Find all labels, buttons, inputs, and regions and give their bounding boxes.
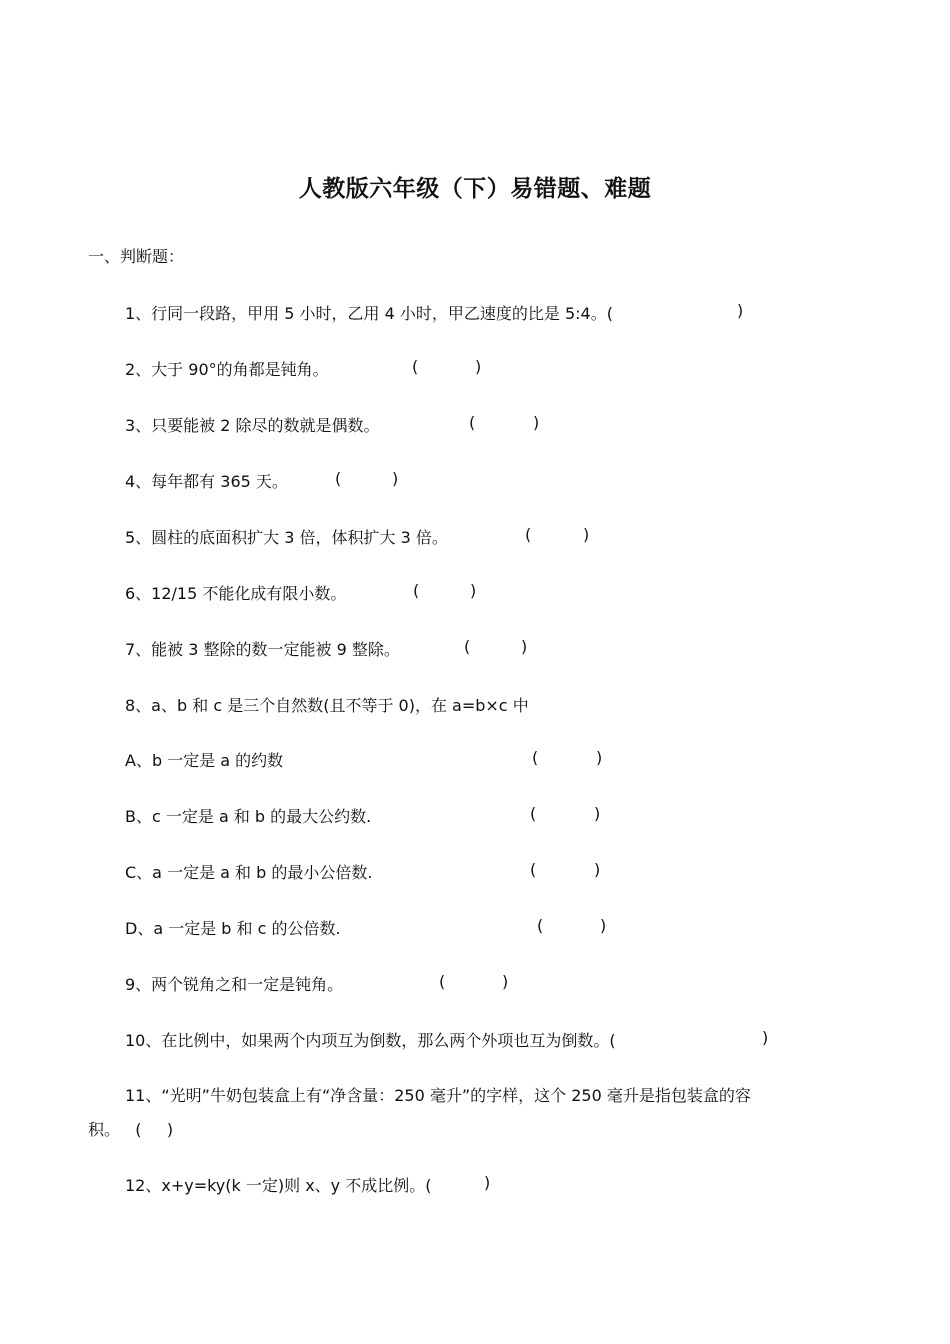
question-3: 3、只要能被 2 除尽的数就是偶数。 (125, 416, 380, 435)
question-8: 8、a、b 和 c 是三个自然数(且不等于 0)，在 a=b×c 中 (125, 696, 529, 715)
question-7: 7、能被 3 整除的数一定能被 9 整除。 (125, 640, 400, 659)
answer-paren-close: ) (521, 637, 528, 656)
answer-paren-close: ) (600, 916, 607, 935)
answer-paren-close: ) (594, 804, 601, 823)
section-heading: 一、判断题： (88, 247, 185, 266)
answer-paren-open: ( (413, 581, 420, 600)
answer-paren-close: ) (475, 357, 482, 376)
question-5: 5、圆柱的底面积扩大 3 倍，体积扩大 3 倍。 (125, 528, 448, 547)
option-a: A、b 一定是 a 的约数 (125, 751, 284, 770)
answer-paren-open: ( (532, 748, 539, 767)
option-c: C、a 一定是 a 和 b 的最小公倍数. (125, 863, 373, 882)
answer-paren-close: ) (596, 748, 603, 767)
answer-paren-close: ) (583, 525, 590, 544)
question-10: 10、在比例中，如果两个内项互为倒数，那么两个外项也互为倒数。( (125, 1031, 616, 1050)
option-d: D、a 一定是 b 和 c 的公倍数. (125, 919, 341, 938)
answer-paren-open: ( (530, 804, 537, 823)
answer-paren-open: ( (439, 972, 446, 991)
question-11: 11、“光明”牛奶包装盒上有“净含量：250 毫升”的字样，这个 250 毫升是指包装盒的容 (125, 1086, 751, 1105)
answer-paren-open: ( (412, 357, 419, 376)
answer-paren-close: ) (762, 1028, 769, 1047)
question-9: 9、两个锐角之和一定是钝角。 (125, 975, 344, 994)
answer-paren-open: ( (525, 525, 532, 544)
question-2: 2、大于 90°的角都是钝角。 (125, 360, 329, 379)
answer-paren-open: ( (464, 637, 471, 656)
answer-paren-open: ( (530, 860, 537, 879)
answer-paren-close: ) (484, 1173, 491, 1192)
answer-paren-open: ( (469, 413, 476, 432)
answer-paren-close: ) (392, 469, 399, 488)
question-1: 1、行同一段路，甲用 5 小时，乙用 4 小时，甲乙速度的比是 5:4。( (125, 304, 613, 323)
question-12: 12、x+y=ky(k 一定)则 x、y 不成比例。( (125, 1176, 432, 1195)
answer-paren-close: ) (470, 581, 477, 600)
page-title: 人教版六年级（下）易错题、难题 (298, 176, 652, 202)
answer-paren-close: ) (594, 860, 601, 879)
question-11-continued: 积。 ( ) (88, 1120, 174, 1139)
answer-paren-close: ) (533, 413, 540, 432)
answer-paren-open: ( (537, 916, 544, 935)
question-4: 4、每年都有 365 天。 (125, 472, 288, 491)
answer-paren-close: ) (737, 301, 744, 320)
option-b: B、c 一定是 a 和 b 的最大公约数. (125, 807, 372, 826)
answer-paren-close: ) (502, 972, 509, 991)
question-6: 6、12/15 不能化成有限小数。 (125, 584, 347, 603)
answer-paren-open: ( (335, 469, 342, 488)
